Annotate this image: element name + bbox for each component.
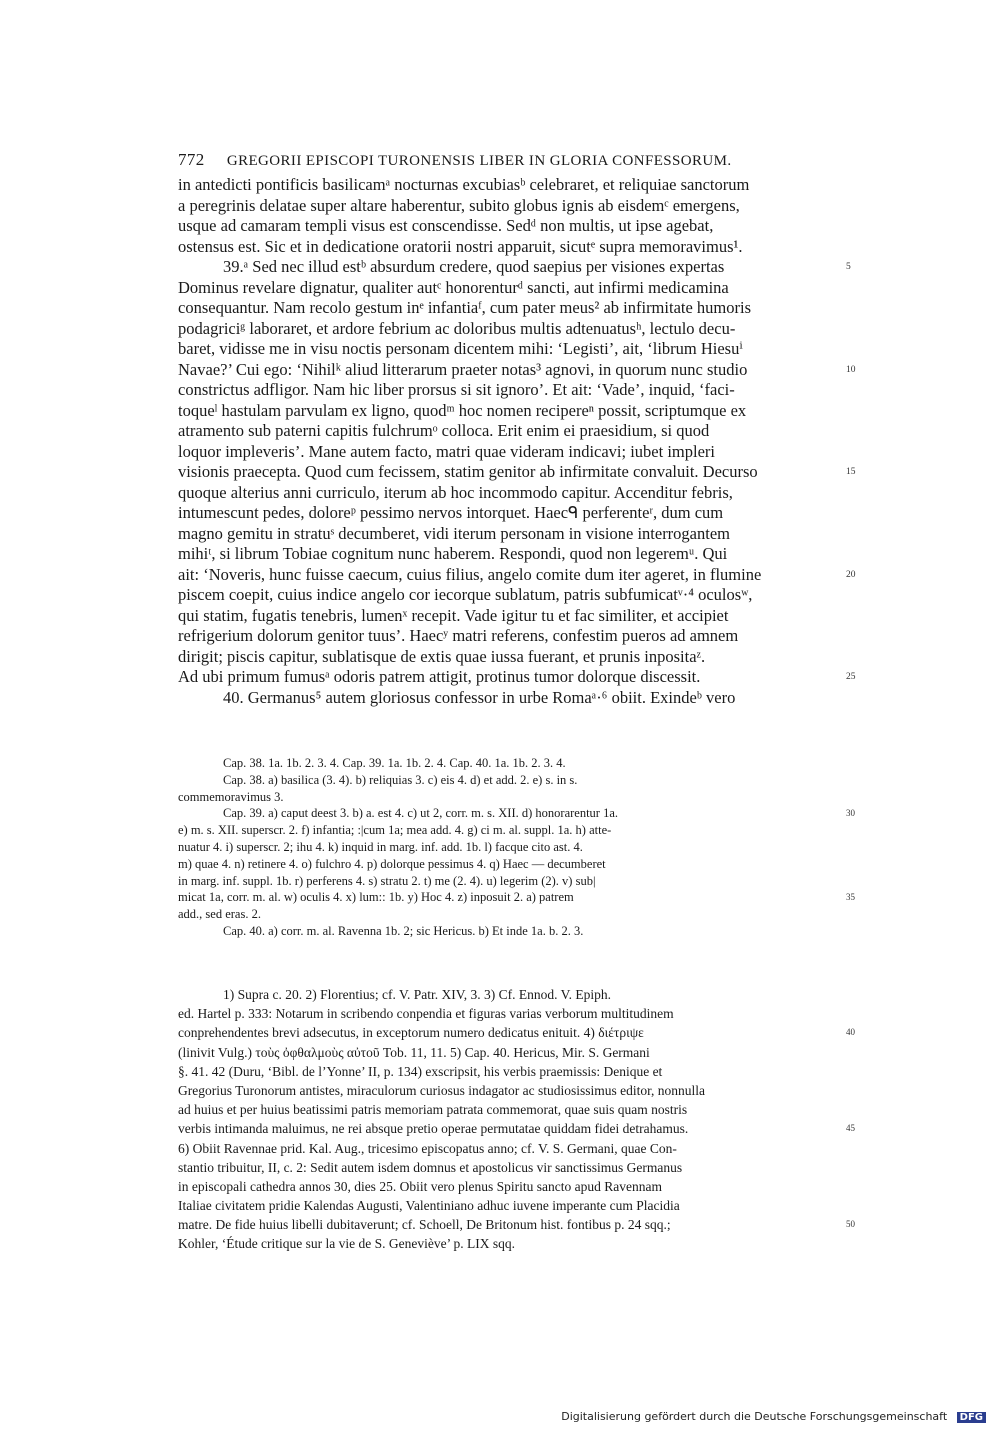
line-number: 20: [846, 569, 856, 580]
note-line: [178, 1139, 840, 1158]
variant-line-text: micat 1a, corr. m. al. w) oculis 4. x) lum:: 1b. y) Hoc 4. z) inposuit 2. a) patrem: [178, 890, 574, 905]
text-line-text: usque ad camaram templi visus est conscendisse. Sedᵈ non multis, ut ipse agebat,: [178, 216, 714, 235]
text-line: [178, 524, 840, 545]
text-line: [178, 401, 840, 422]
note-line-text: stantio tribuitur, II, c. 2: Sedit autem isdem domnus et apostolicus vir sanctissimus Germanus: [178, 1159, 683, 1175]
note-line: [178, 1234, 840, 1253]
text-line-text: in antedicti pontificis basilicamᵃ nocturnas excubiasᵇ celebraret, et reliquiae sanctorum: [178, 175, 750, 194]
text-line: [178, 421, 840, 442]
main-text: [178, 175, 856, 708]
text-line-text: Navae?’ Cui ego: ‘Nihilᵏ aliud litterarum praeter notas³ agnovi, in quorum nunc studio: [178, 359, 748, 379]
text-line-text: loquor impleveris’. Mane autem facto, matri quae videram indicavi; iubet impleri: [178, 441, 715, 461]
note-line: [178, 1119, 855, 1138]
text-line: [178, 339, 840, 360]
variant-line: [178, 805, 855, 822]
variant-line-text: nuatur 4. i) superscr. 2; ihu 4. k) inquid in marg. inf. add. 1b. l) facque cito ast. 4.: [178, 839, 583, 854]
text-line-text: podagriciᵍ laboraret, et ardore febrium ac doloribus multis adtenuatusʰ, lectulo decu-: [178, 318, 736, 338]
line-number: 50: [846, 1219, 855, 1230]
text-line-text: refrigerium dolorum genitor tuus’. Haecʸ matri referens, confestim pueros ad amnem: [178, 626, 739, 645]
variant-line: [178, 873, 840, 890]
line-number: 40: [846, 1027, 855, 1038]
note-line-text: §. 41. 42 (Duru, ‘Bibl. de l’Yonne’ II, p. 134) exscripsit, his verbis praemissis: Denique et: [178, 1063, 663, 1079]
text-line-text: magno gemitu in stratuˢ decumberet, vidi iterum personam in visione interrogantem: [178, 523, 730, 543]
text-line: [178, 585, 840, 606]
text-line-text: consequantur. Nam recolo gestum inᵉ infantiaᶠ, cum pater meus² ab infirmitate humoris: [178, 298, 752, 317]
line-number: 15: [846, 467, 856, 477]
text-line: [178, 564, 856, 586]
line-number: 10: [846, 364, 856, 375]
footnotes: [178, 985, 855, 1254]
text-line-text: Ad ubi primum fumusᵃ odoris patrem attigit, protinus tumor dolorque discessit.: [178, 667, 701, 686]
text-line-text: 39.ᵃ Sed nec illud estᵇ absurdum credere, quod saepius per visiones expertas: [223, 257, 725, 276]
line-number: 35: [846, 892, 855, 903]
note-line-text: 1) Supra c. 20. 2) Florentius; cf. V. Patr. XIV, 3. 3) Cf. Ennod. V. Epiph.: [223, 987, 611, 1002]
variant-line: [178, 889, 855, 906]
text-line-text: mihiᵗ, si librum Tobiae cognitum nunc haberem. Respondi, quod non legeremᵘ. Qui: [178, 544, 728, 563]
variant-line-text: Cap. 38. a) basilica (3. 4). b) reliquias 3. c) eis 4. d) et add. 2. e) s. in s.: [223, 772, 578, 787]
variant-line: [178, 772, 840, 789]
text-line: [178, 688, 840, 709]
text-line-text: a peregrinis delatae super altare haberentur, subito globus ignis ab eisdemᶜ emergens,: [178, 195, 740, 215]
note-line-text: conprehendentes brevi adsecutus, in exceptorum numero dedicatus enituit. 4) διέτριψε: [178, 1025, 644, 1041]
line-number: 25: [846, 672, 856, 682]
page-header: [178, 150, 798, 170]
variant-line: [178, 923, 840, 940]
text-line: [178, 626, 840, 647]
text-line: [178, 483, 840, 504]
variant-line: [178, 839, 840, 856]
text-line-text: baret, vidisse me in visu noctis personam dicentem mihi: ‘Legisti’, ait, ‘librum Hiesuⁱ: [178, 339, 743, 358]
note-line: [178, 1177, 840, 1196]
variant-line-text: add., sed eras. 2.: [178, 907, 261, 922]
text-line: [178, 278, 840, 299]
text-line-text: piscem coepit, cuius indice angelo cor iecorque sublatum, patris subfumicatᵛ·⁴ oculosʷ,: [178, 585, 753, 604]
note-line-text: Gregorius Turonorum antistes, miraculorum curiosus indagator ac studiosissimus editor, nonnulla: [178, 1082, 706, 1098]
page-number: 772: [178, 150, 205, 169]
note-line-text: Kohler, ‘Étude critique sur la vie de S. Geneviève’ p. LIX sqq.: [178, 1236, 515, 1252]
note-line-text: Italiae civitatem pridie Kalendas Augusti, Valentiniano adhuc iuvene imperante cum Placidia: [178, 1198, 680, 1214]
variant-line: [178, 789, 840, 806]
variant-apparatus: [178, 755, 855, 940]
note-line: [178, 1081, 840, 1100]
note-line: [178, 1215, 855, 1234]
note-line: [178, 1004, 840, 1023]
variant-line: [178, 822, 840, 839]
text-line: [178, 319, 840, 340]
text-line-text: atramento sub paterni capitis fulchrumᵒ colloca. Erit enim ei praesidium, si quod: [178, 421, 710, 440]
text-line-text: dirigit; piscis capitur, sublatisque de extis quae iussa fuerant, et prunis inpositaᶻ.: [178, 646, 706, 666]
text-line-text: toqueˡ hastulam parvulam ex ligno, quodᵐ hoc nomen recipereⁿ possit, scriptumque ex: [178, 400, 747, 420]
text-line: [178, 544, 840, 565]
text-line: [178, 647, 840, 668]
note-line: [178, 1043, 840, 1062]
note-line: [178, 1062, 840, 1081]
variant-line-text: e) m. s. XII. superscr. 2. f) infantia; :|cum 1a; mea add. 4. g) ci m. al. suppl. 1a. h) atte-: [178, 823, 612, 838]
text-line: [178, 503, 840, 524]
variant-line-text: in marg. inf. suppl. 1b. r) perferens 4. s) stratu 2. t) me (2. 4). u) legerim (2). v) sub|: [178, 873, 596, 888]
text-line-text: ostensus est. Sic et in dedicatione oratorii nostri apparuit, sicutᵉ supra memoravimus¹.: [178, 236, 743, 256]
note-line: [178, 1196, 840, 1215]
running-title: GREGORII EPISCOPI TURONENSIS LIBER IN GLORIA CONFESSORUM.: [226, 153, 732, 169]
text-line: [178, 442, 840, 463]
dfg-logo: DFG: [957, 1412, 986, 1423]
text-line: [178, 667, 856, 688]
variant-line-text: Cap. 40. a) corr. m. al. Ravenna 1b. 2; sic Hericus. b) Et inde 1a. b. 2. 3.: [223, 923, 584, 938]
note-line: [178, 985, 840, 1004]
line-number: 45: [846, 1123, 855, 1134]
note-line-text: verbis intimanda maluimus, ne rei absque pretio operae permutatae quiddam fidei detrahamus.: [178, 1121, 689, 1137]
note-line-text: 6) Obiit Ravennae prid. Kal. Aug., tricesimo episcopatus anno; cf. V. S. Germani, quae Con-: [178, 1140, 677, 1156]
text-line: [178, 216, 840, 237]
text-line-text: visionis praecepta. Quod cum fecissem, statim genitor ab infirmitate convaluit. Decurso: [178, 462, 758, 481]
text-line: [178, 380, 840, 401]
note-line: [178, 1023, 855, 1042]
variant-line-text: Cap. 39. a) caput deest 3. b) a. est 4. c) ut 2, corr. m. s. XII. d) honorarentur 1a.: [223, 806, 619, 821]
text-line-text: Dominus revelare dignatur, qualiter autᶜ honorenturᵈ sancti, aut infirmi medicamina: [178, 277, 729, 297]
note-line: [178, 1158, 840, 1177]
text-line: [178, 606, 840, 627]
note-line: [178, 1100, 840, 1119]
text-line-text: ait: ‘Noveris, hunc fuisse caecum, cuius filius, angelo comite dum iter ageret, in flumine: [178, 564, 762, 584]
variant-line: [178, 906, 840, 923]
variant-line: [178, 856, 840, 873]
note-line-text: ad huius et per huius beatissimi patris memoriam patrata commemorat, quae suis quam nostris: [178, 1102, 688, 1118]
text-line: [178, 462, 856, 483]
text-line-text: 40. Germanus⁵ autem gloriosus confessor in urbe Romaᵃ·⁶ obiit. Exindeᵇ vero: [223, 687, 736, 707]
text-line-text: constrictus adfligor. Nam hic liber prorsus si sit ignoro’. Et ait: ‘Vade’, inquid, ‘faci-: [178, 380, 735, 399]
note-line-text: matre. De fide huius libelli dubitaverunt; cf. Schoell, De Britonum hist. fontibus p. 24 sqq.;: [178, 1217, 671, 1233]
text-line: [178, 175, 840, 196]
text-line: [178, 359, 856, 381]
text-line-text: intumescunt pedes, dolorеᵖ pessimo nervos intorquet. Haecᑫ perferenteʳ, dum cum: [178, 503, 724, 522]
line-number: 30: [846, 808, 855, 819]
text-line: [178, 196, 840, 217]
variant-line-text: Cap. 38. 1a. 1b. 2. 3. 4. Cap. 39. 1a. 1b. 2. 4. Cap. 40. 1a. 1b. 2. 3. 4.: [223, 756, 566, 770]
credit-text: Digitalisierung gefördert durch die Deutsche Forschungsgemeinschaft: [561, 1410, 948, 1423]
text-line: [178, 298, 840, 319]
note-line-text: (linivit Vulg.) τοὺς ὀφθαλμοὺς αὐτοῦ Tob. 11, 11. 5) Cap. 40. Hericus, Mir. S. Germani: [178, 1044, 650, 1060]
variant-line: [178, 755, 840, 772]
text-line-text: qui statim, fugatis tenebris, lumenˣ recepit. Vade igitur tu et fac similiter, et accipiet: [178, 605, 729, 625]
text-line-text: quoque alterius anni curriculo, iterum ab hoc incommodo capitur. Accenditur febris,: [178, 482, 733, 502]
variant-line-text: m) quae 4. n) retinere 4. o) fulchro 4. p) dolorque pessimus 4. q) Haec — decumberet: [178, 856, 606, 871]
line-number: 5: [846, 262, 851, 272]
text-line: [178, 237, 840, 258]
digitization-credit: [561, 1410, 986, 1423]
text-line: [178, 257, 851, 278]
note-line-text: in episcopali cathedra annos 30, dies 25. Obiit vero plenus Spiritu sancto apud Ravennam: [178, 1178, 663, 1194]
variant-line-text: commemoravimus 3.: [178, 789, 284, 804]
note-line-text: ed. Hartel p. 333: Notarum in scribendo conpendia et figuras varias verborum multitudinem: [178, 1006, 674, 1022]
